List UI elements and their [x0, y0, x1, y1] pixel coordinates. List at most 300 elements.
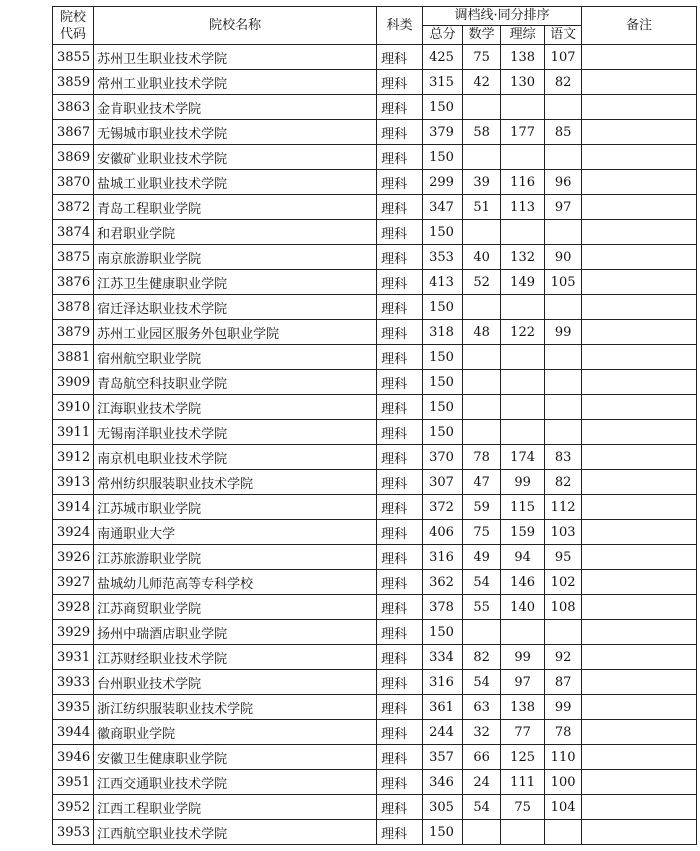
school-name-cell: 南通职业大学: [94, 520, 377, 545]
chinese-score-cell: 110: [545, 745, 582, 770]
subject-type-cell: 理科: [377, 820, 423, 845]
chinese-score-cell: [545, 370, 582, 395]
school-name-cell: 常州工业职业技术学院: [94, 70, 377, 95]
total-score-cell: 316: [423, 670, 463, 695]
science-score-cell: 140: [501, 595, 545, 620]
chinese-score-cell: [545, 295, 582, 320]
chinese-score-cell: [545, 420, 582, 445]
total-score-cell: 150: [423, 395, 463, 420]
science-score-cell: 94: [501, 545, 545, 570]
chinese-score-cell: 95: [545, 545, 582, 570]
school-name-cell: 金肯职业技术学院: [94, 95, 377, 120]
header-total: 总分: [423, 26, 463, 45]
note-cell: [582, 45, 697, 70]
school-code-cell: 3910: [53, 395, 94, 420]
table-row: [53, 820, 697, 845]
note-cell: [582, 495, 697, 520]
table-row: [53, 470, 697, 495]
math-score-cell: 54: [463, 795, 501, 820]
school-code-cell: 3924: [53, 520, 94, 545]
chinese-score-cell: 99: [545, 695, 582, 720]
note-cell: [582, 645, 697, 670]
note-cell: [582, 395, 697, 420]
subject-type-cell: 理科: [377, 695, 423, 720]
note-cell: [582, 670, 697, 695]
math-score-cell: 82: [463, 645, 501, 670]
school-code-cell: 3944: [53, 720, 94, 745]
total-score-cell: 307: [423, 470, 463, 495]
table-row: [53, 570, 697, 595]
school-code-cell: 3909: [53, 370, 94, 395]
school-code-cell: 3879: [53, 320, 94, 345]
note-cell: [582, 420, 697, 445]
note-cell: [582, 295, 697, 320]
school-code-cell: 3867: [53, 120, 94, 145]
math-score-cell: [463, 345, 501, 370]
science-score-cell: 99: [501, 470, 545, 495]
chinese-score-cell: [545, 145, 582, 170]
chinese-score-cell: 90: [545, 245, 582, 270]
math-score-cell: 54: [463, 570, 501, 595]
note-cell: [582, 745, 697, 770]
subject-type-cell: 理科: [377, 295, 423, 320]
total-score-cell: 362: [423, 570, 463, 595]
science-score-cell: [501, 820, 545, 845]
math-score-cell: 78: [463, 445, 501, 470]
table-row: [53, 520, 697, 545]
total-score-cell: 315: [423, 70, 463, 95]
note-cell: [582, 595, 697, 620]
note-cell: [582, 695, 697, 720]
subject-type-cell: 理科: [377, 795, 423, 820]
total-score-cell: 406: [423, 520, 463, 545]
table-row: [53, 245, 697, 270]
math-score-cell: 40: [463, 245, 501, 270]
school-name-cell: 安徽矿业职业技术学院: [94, 145, 377, 170]
science-score-cell: 99: [501, 645, 545, 670]
science-score-cell: 132: [501, 245, 545, 270]
chinese-score-cell: [545, 820, 582, 845]
school-code-cell: 3929: [53, 620, 94, 645]
math-score-cell: [463, 220, 501, 245]
chinese-score-cell: 85: [545, 120, 582, 145]
school-name-cell: 南京旅游职业学院: [94, 245, 377, 270]
science-score-cell: [501, 345, 545, 370]
total-score-cell: 299: [423, 170, 463, 195]
school-name-cell: 江苏城市职业学院: [94, 495, 377, 520]
science-score-cell: 75: [501, 795, 545, 820]
table-row: [53, 220, 697, 245]
note-cell: [582, 620, 697, 645]
math-score-cell: 39: [463, 170, 501, 195]
subject-type-cell: 理科: [377, 45, 423, 70]
total-score-cell: 316: [423, 545, 463, 570]
chinese-score-cell: 100: [545, 770, 582, 795]
total-score-cell: 150: [423, 145, 463, 170]
school-code-cell: 3952: [53, 795, 94, 820]
school-code-cell: 3863: [53, 95, 94, 120]
table-row: [53, 595, 697, 620]
school-name-cell: 盐城工业职业技术学院: [94, 170, 377, 195]
chinese-score-cell: [545, 220, 582, 245]
school-code-cell: 3933: [53, 670, 94, 695]
subject-type-cell: 理科: [377, 420, 423, 445]
chinese-score-cell: 108: [545, 595, 582, 620]
math-score-cell: 66: [463, 745, 501, 770]
subject-type-cell: 理科: [377, 395, 423, 420]
science-score-cell: 115: [501, 495, 545, 520]
school-code-cell: 3913: [53, 470, 94, 495]
science-score-cell: [501, 395, 545, 420]
science-score-cell: 122: [501, 320, 545, 345]
math-score-cell: [463, 620, 501, 645]
subject-type-cell: 理科: [377, 720, 423, 745]
subject-type-cell: 理科: [377, 670, 423, 695]
school-code-cell: 3935: [53, 695, 94, 720]
school-name-cell: 扬州中瑞酒店职业学院: [94, 620, 377, 645]
table-row: [53, 420, 697, 445]
header-subject-type: 科类: [377, 7, 423, 45]
science-score-cell: [501, 295, 545, 320]
subject-type-cell: 理科: [377, 520, 423, 545]
note-cell: [582, 370, 697, 395]
chinese-score-cell: 82: [545, 470, 582, 495]
table-row: [53, 720, 697, 745]
subject-type-cell: 理科: [377, 170, 423, 195]
note-cell: [582, 345, 697, 370]
note-cell: [582, 720, 697, 745]
math-score-cell: 52: [463, 270, 501, 295]
school-code-cell: 3912: [53, 445, 94, 470]
subject-type-cell: 理科: [377, 470, 423, 495]
math-score-cell: 47: [463, 470, 501, 495]
header-code-line1: 院校: [60, 9, 87, 25]
total-score-cell: 150: [423, 95, 463, 120]
note-cell: [582, 320, 697, 345]
science-score-cell: 138: [501, 45, 545, 70]
table-row: [53, 795, 697, 820]
science-score-cell: [501, 370, 545, 395]
school-name-cell: 青岛航空科技职业学院: [94, 370, 377, 395]
school-code-cell: 3869: [53, 145, 94, 170]
school-code-cell: 3953: [53, 820, 94, 845]
note-cell: [582, 445, 697, 470]
math-score-cell: 55: [463, 595, 501, 620]
school-name-cell: 浙江纺织服装职业技术学院: [94, 695, 377, 720]
math-score-cell: [463, 395, 501, 420]
table-row: [53, 70, 697, 95]
math-score-cell: 42: [463, 70, 501, 95]
school-code-cell: 3870: [53, 170, 94, 195]
school-name-cell: 江西交通职业技术学院: [94, 770, 377, 795]
table-row: [53, 670, 697, 695]
school-code-cell: 3859: [53, 70, 94, 95]
science-score-cell: 174: [501, 445, 545, 470]
school-code-cell: 3946: [53, 745, 94, 770]
science-score-cell: [501, 220, 545, 245]
science-score-cell: 116: [501, 170, 545, 195]
table-row: [53, 645, 697, 670]
school-code-cell: 3931: [53, 645, 94, 670]
table-row: [53, 345, 697, 370]
math-score-cell: [463, 420, 501, 445]
school-name-cell: 台州职业技术学院: [94, 670, 377, 695]
school-code-cell: 3878: [53, 295, 94, 320]
subject-type-cell: 理科: [377, 120, 423, 145]
admission-score-table: [52, 6, 697, 845]
note-cell: [582, 270, 697, 295]
math-score-cell: [463, 145, 501, 170]
school-name-cell: 江苏旅游职业学院: [94, 545, 377, 570]
total-score-cell: 244: [423, 720, 463, 745]
school-name-cell: 苏州工业园区服务外包职业学院: [94, 320, 377, 345]
math-score-cell: 24: [463, 770, 501, 795]
note-cell: [582, 70, 697, 95]
subject-type-cell: 理科: [377, 195, 423, 220]
math-score-cell: 51: [463, 195, 501, 220]
school-code-cell: 3881: [53, 345, 94, 370]
table-row: [53, 545, 697, 570]
note-cell: [582, 770, 697, 795]
math-score-cell: 32: [463, 720, 501, 745]
table-row: [53, 170, 697, 195]
school-name-cell: 江西航空职业技术学院: [94, 820, 377, 845]
school-name-cell: 宿迁泽达职业技术学院: [94, 295, 377, 320]
math-score-cell: 59: [463, 495, 501, 520]
chinese-score-cell: [545, 345, 582, 370]
science-score-cell: 177: [501, 120, 545, 145]
note-cell: [582, 220, 697, 245]
subject-type-cell: 理科: [377, 95, 423, 120]
total-score-cell: 357: [423, 745, 463, 770]
note-cell: [582, 795, 697, 820]
table-row: [53, 95, 697, 120]
math-score-cell: 63: [463, 695, 501, 720]
school-code-cell: 3855: [53, 45, 94, 70]
math-score-cell: 75: [463, 45, 501, 70]
chinese-score-cell: 96: [545, 170, 582, 195]
total-score-cell: 378: [423, 595, 463, 620]
chinese-score-cell: [545, 620, 582, 645]
school-name-cell: 江苏商贸职业学院: [94, 595, 377, 620]
subject-type-cell: 理科: [377, 495, 423, 520]
subject-type-cell: 理科: [377, 545, 423, 570]
total-score-cell: 346: [423, 770, 463, 795]
total-score-cell: 353: [423, 245, 463, 270]
header-math: 数学: [463, 26, 501, 45]
subject-type-cell: 理科: [377, 645, 423, 670]
school-code-cell: 3874: [53, 220, 94, 245]
note-cell: [582, 245, 697, 270]
school-code-cell: 3926: [53, 545, 94, 570]
table-row: [53, 45, 697, 70]
total-score-cell: 150: [423, 620, 463, 645]
table-row: [53, 745, 697, 770]
school-name-cell: 南京机电职业技术学院: [94, 445, 377, 470]
header-note: 备注: [582, 7, 697, 45]
school-code-cell: 3872: [53, 195, 94, 220]
header-science: 理综: [501, 26, 545, 45]
science-score-cell: 130: [501, 70, 545, 95]
note-cell: [582, 520, 697, 545]
science-score-cell: [501, 95, 545, 120]
chinese-score-cell: 102: [545, 570, 582, 595]
school-name-cell: 江海职业技术学院: [94, 395, 377, 420]
subject-type-cell: 理科: [377, 620, 423, 645]
school-code-cell: 3875: [53, 245, 94, 270]
total-score-cell: 334: [423, 645, 463, 670]
chinese-score-cell: 103: [545, 520, 582, 545]
table-row: [53, 495, 697, 520]
table-body: [53, 45, 697, 845]
subject-type-cell: 理科: [377, 220, 423, 245]
school-name-cell: 常州纺织服装职业技术学院: [94, 470, 377, 495]
note-cell: [582, 570, 697, 595]
school-name-cell: 安徽卫生健康职业学院: [94, 745, 377, 770]
school-name-cell: 江西工程职业学院: [94, 795, 377, 820]
table-row: [53, 295, 697, 320]
table-row: [53, 620, 697, 645]
subject-type-cell: 理科: [377, 320, 423, 345]
header-cutoff-group: 调档线·同分排序: [423, 7, 582, 26]
math-score-cell: 58: [463, 120, 501, 145]
science-score-cell: 149: [501, 270, 545, 295]
school-code-cell: 3927: [53, 570, 94, 595]
table-row: [53, 145, 697, 170]
subject-type-cell: 理科: [377, 270, 423, 295]
total-score-cell: 150: [423, 420, 463, 445]
math-score-cell: [463, 295, 501, 320]
school-name-cell: 青岛工程职业学院: [94, 195, 377, 220]
note-cell: [582, 95, 697, 120]
total-score-cell: 150: [423, 820, 463, 845]
chinese-score-cell: 97: [545, 195, 582, 220]
table-row: [53, 120, 697, 145]
subject-type-cell: 理科: [377, 70, 423, 95]
science-score-cell: 113: [501, 195, 545, 220]
chinese-score-cell: [545, 95, 582, 120]
science-score-cell: 125: [501, 745, 545, 770]
total-score-cell: 372: [423, 495, 463, 520]
total-score-cell: 150: [423, 370, 463, 395]
chinese-score-cell: 87: [545, 670, 582, 695]
school-code-cell: 3914: [53, 495, 94, 520]
math-score-cell: [463, 820, 501, 845]
science-score-cell: [501, 420, 545, 445]
math-score-cell: 54: [463, 670, 501, 695]
subject-type-cell: 理科: [377, 745, 423, 770]
science-score-cell: 77: [501, 720, 545, 745]
total-score-cell: 305: [423, 795, 463, 820]
subject-type-cell: 理科: [377, 770, 423, 795]
note-cell: [582, 170, 697, 195]
school-code-cell: 3911: [53, 420, 94, 445]
note-cell: [582, 120, 697, 145]
chinese-score-cell: 82: [545, 70, 582, 95]
math-score-cell: 49: [463, 545, 501, 570]
math-score-cell: 48: [463, 320, 501, 345]
table-row: [53, 695, 697, 720]
table-header: [53, 7, 697, 45]
total-score-cell: 347: [423, 195, 463, 220]
table-row: [53, 445, 697, 470]
chinese-score-cell: [545, 395, 582, 420]
total-score-cell: 318: [423, 320, 463, 345]
science-score-cell: [501, 620, 545, 645]
chinese-score-cell: 99: [545, 320, 582, 345]
school-name-cell: 和君职业学院: [94, 220, 377, 245]
science-score-cell: 97: [501, 670, 545, 695]
table-row: [53, 270, 697, 295]
school-name-cell: 宿州航空职业学院: [94, 345, 377, 370]
subject-type-cell: 理科: [377, 370, 423, 395]
school-code-cell: 3951: [53, 770, 94, 795]
table-row: [53, 770, 697, 795]
school-name-cell: 无锡城市职业技术学院: [94, 120, 377, 145]
total-score-cell: 150: [423, 295, 463, 320]
note-cell: [582, 545, 697, 570]
header-school-name: 院校名称: [94, 7, 377, 45]
subject-type-cell: 理科: [377, 445, 423, 470]
note-cell: [582, 820, 697, 845]
school-name-cell: 江苏卫生健康职业学院: [94, 270, 377, 295]
school-name-cell: 苏州卫生职业技术学院: [94, 45, 377, 70]
table-row: [53, 395, 697, 420]
school-name-cell: 无锡南洋职业技术学院: [94, 420, 377, 445]
subject-type-cell: 理科: [377, 145, 423, 170]
science-score-cell: 146: [501, 570, 545, 595]
chinese-score-cell: 105: [545, 270, 582, 295]
chinese-score-cell: 78: [545, 720, 582, 745]
math-score-cell: [463, 370, 501, 395]
total-score-cell: 379: [423, 120, 463, 145]
school-name-cell: 盐城幼儿师范高等专科学校: [94, 570, 377, 595]
table-row: [53, 370, 697, 395]
chinese-score-cell: 104: [545, 795, 582, 820]
subject-type-cell: 理科: [377, 595, 423, 620]
subject-type-cell: 理科: [377, 570, 423, 595]
science-score-cell: 138: [501, 695, 545, 720]
total-score-cell: 361: [423, 695, 463, 720]
chinese-score-cell: 112: [545, 495, 582, 520]
note-cell: [582, 195, 697, 220]
science-score-cell: 111: [501, 770, 545, 795]
science-score-cell: [501, 145, 545, 170]
header-school-code: [53, 7, 94, 45]
school-code-cell: 3876: [53, 270, 94, 295]
subject-type-cell: 理科: [377, 345, 423, 370]
school-name-cell: 徽商职业学院: [94, 720, 377, 745]
total-score-cell: 150: [423, 220, 463, 245]
chinese-score-cell: 92: [545, 645, 582, 670]
table-row: [53, 320, 697, 345]
chinese-score-cell: 83: [545, 445, 582, 470]
school-code-cell: 3928: [53, 595, 94, 620]
math-score-cell: [463, 95, 501, 120]
math-score-cell: 75: [463, 520, 501, 545]
total-score-cell: 150: [423, 345, 463, 370]
total-score-cell: 370: [423, 445, 463, 470]
school-name-cell: 江苏财经职业技术学院: [94, 645, 377, 670]
chinese-score-cell: 107: [545, 45, 582, 70]
science-score-cell: 159: [501, 520, 545, 545]
total-score-cell: 425: [423, 45, 463, 70]
header-chinese: 语文: [545, 26, 582, 45]
header-code-line2: 代码: [60, 26, 87, 42]
table-row: [53, 195, 697, 220]
total-score-cell: 413: [423, 270, 463, 295]
note-cell: [582, 470, 697, 495]
